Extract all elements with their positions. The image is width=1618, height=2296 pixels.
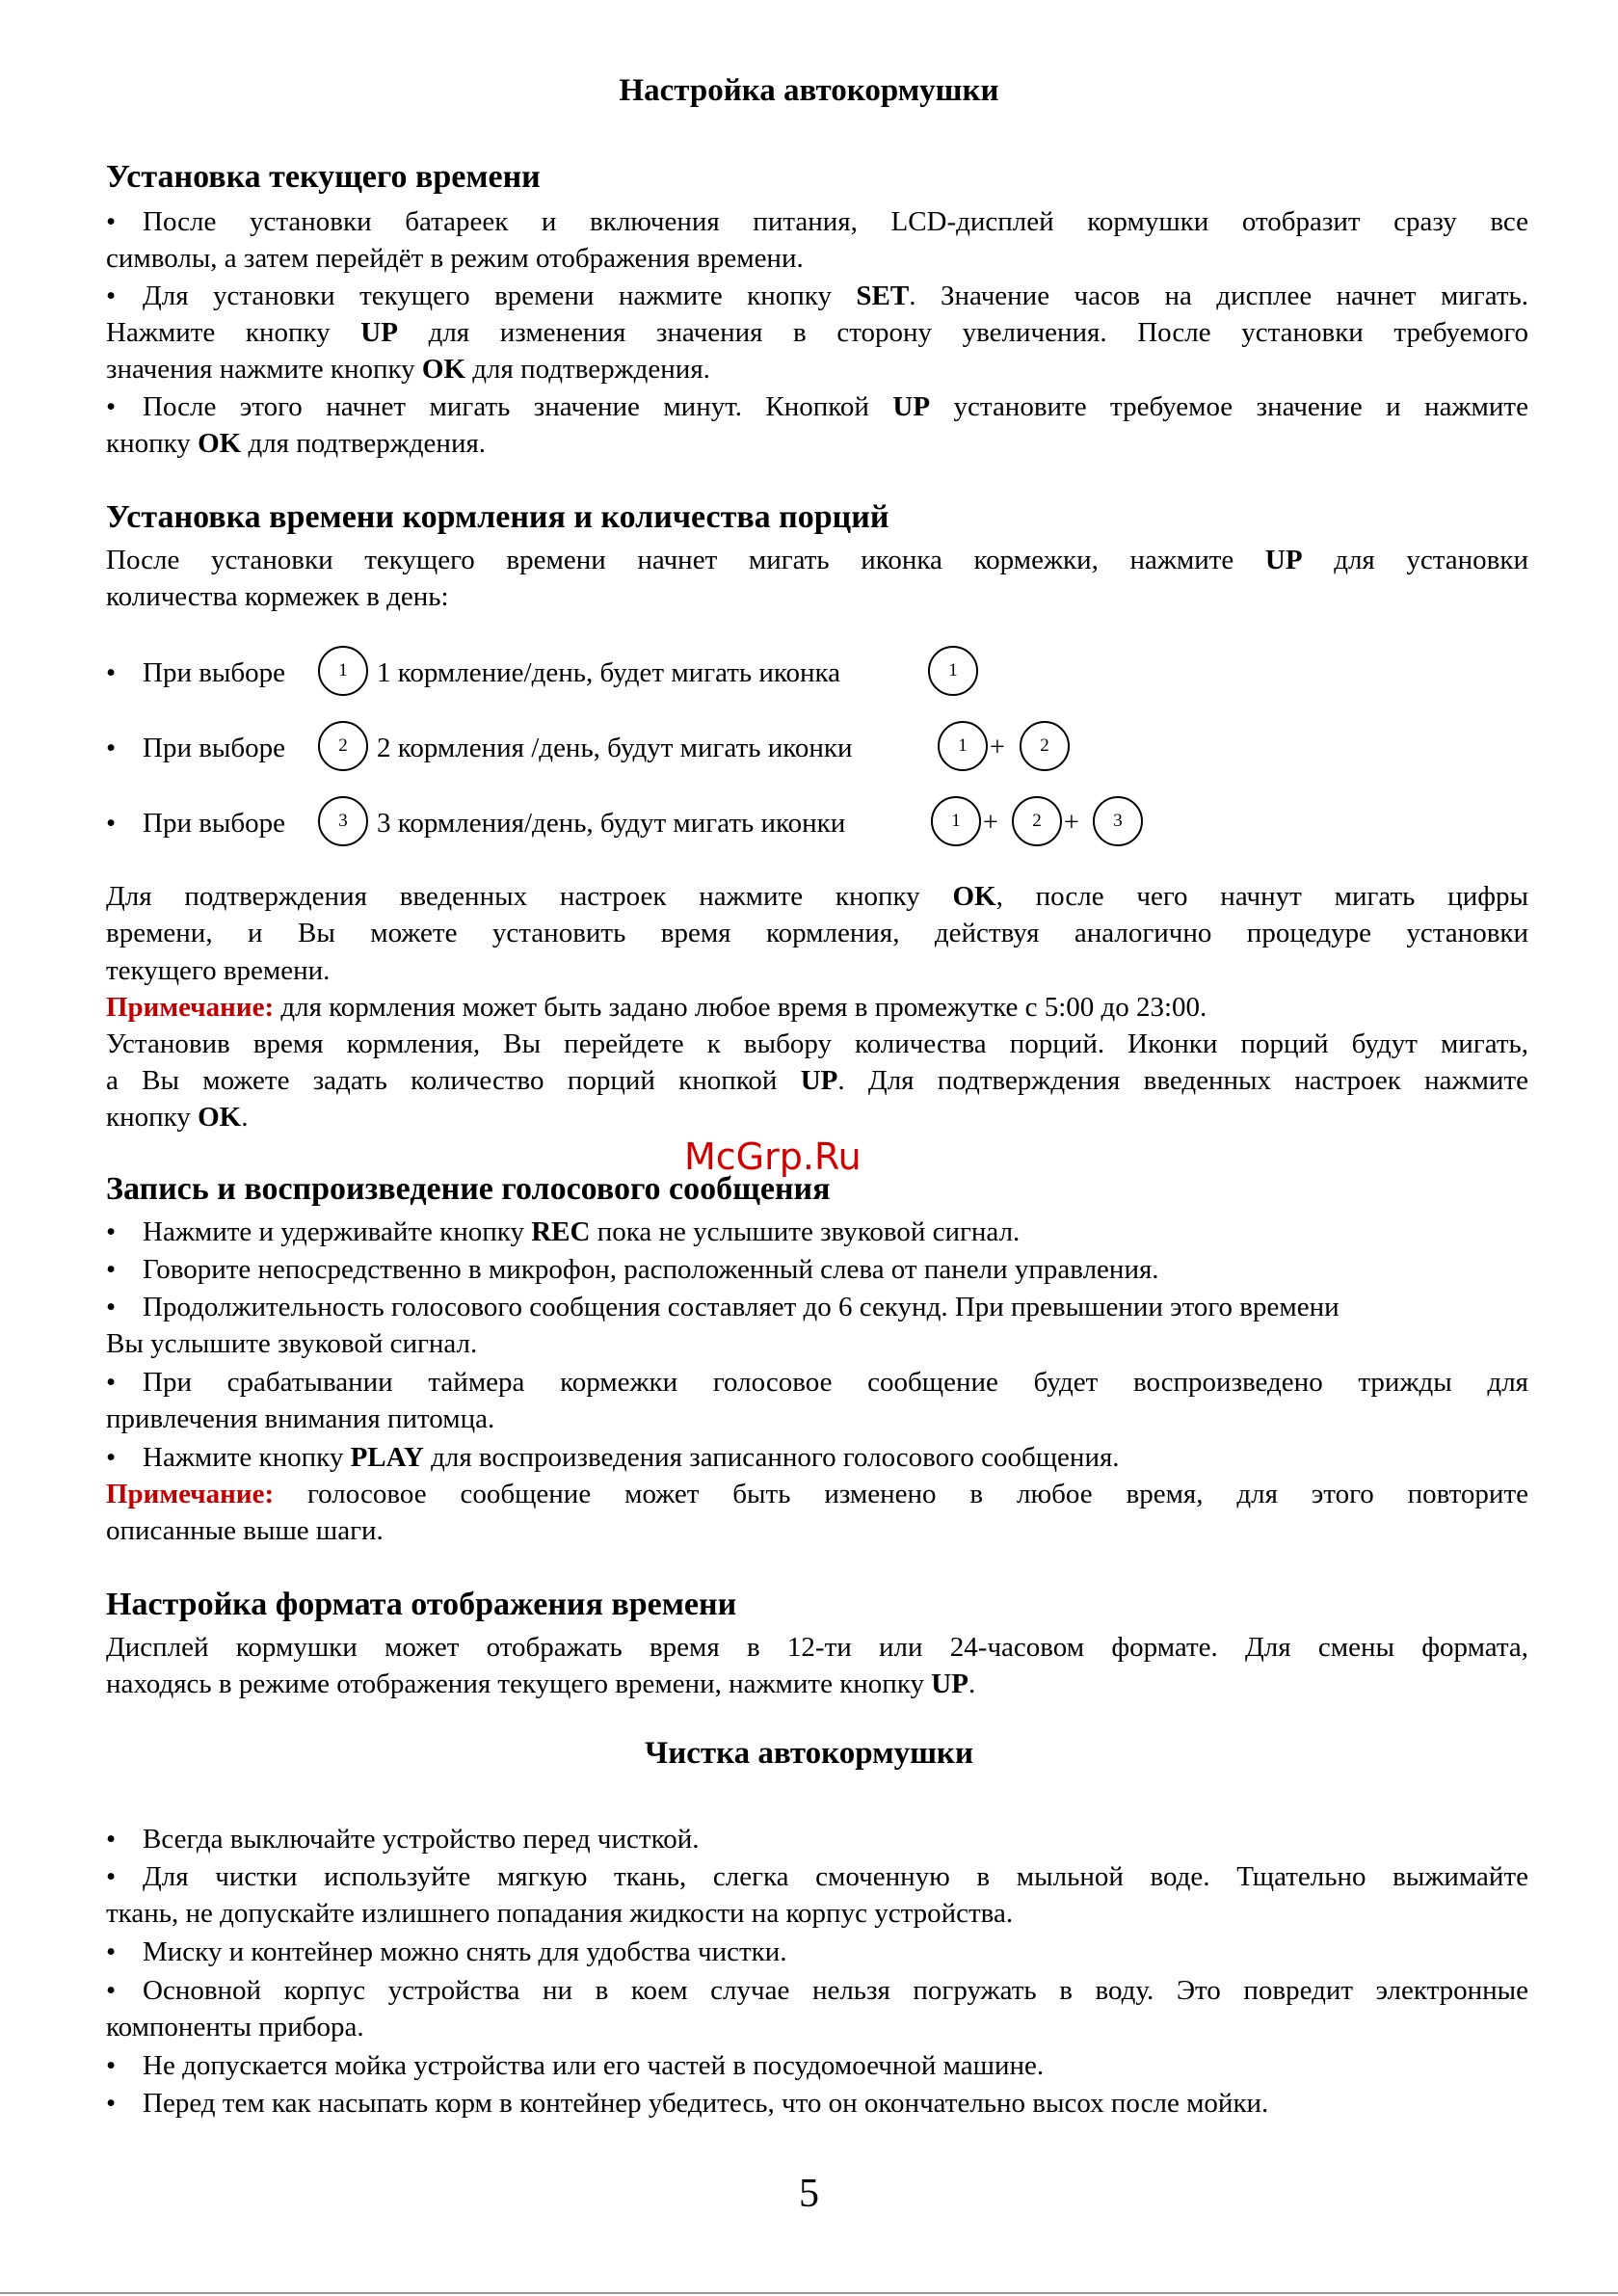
text-line: • Для чистки используйте мягкую ткань, слегка смоченную в мыльной воде. Тщательно выжимайте xyxy=(106,1861,1528,1892)
text-line: Вы услышите звуковой сигнал. xyxy=(106,1328,478,1359)
section-heading-cleaning: Чистка автокормушки xyxy=(645,1736,973,1771)
feeding-option-text: 3 кормления/день, будут мигать иконки xyxy=(377,808,846,839)
text-line: • Всегда выключайте устройство перед чисткой. xyxy=(106,1824,700,1855)
text-line: значения нажмите кнопку OK для подтверждения. xyxy=(106,354,710,385)
text-line: текущего времени. xyxy=(106,955,331,986)
text-line: • Продолжительность голосового сообщения составляет до 6 секунд. При превышении этого времени xyxy=(106,1292,1339,1322)
feeding-icon: 1 xyxy=(931,796,981,846)
feeding-count-icon: 1 xyxy=(318,646,368,696)
text-line: описанные выше шаги. xyxy=(106,1515,384,1546)
feeding-option-2: • При выборе xyxy=(106,733,286,763)
bottom-rule xyxy=(0,2292,1618,2294)
text-line: • При срабатывании таймера кормежки голосовое сообщение будет воспроизведено трижды для xyxy=(106,1367,1528,1398)
watermark: McGrp.Ru xyxy=(684,1135,862,1178)
text-line: После установки текущего времени начнет мигать иконка кормежки, нажмите UP для установки xyxy=(106,545,1528,575)
section-heading-time-format: Настройка формата отображения времени xyxy=(106,1587,737,1622)
text-line: • Говорите непосредственно в микрофон, расположенный слева от панели управления. xyxy=(106,1254,1159,1285)
text-line: находясь в режиме отображения текущего времени, нажмите кнопку UP. xyxy=(106,1669,976,1699)
feeding-option-text: 2 кормления /день, будут мигать иконки xyxy=(377,733,853,763)
text-line: Установив время кормления, Вы перейдете к выбору количества порций. Иконки порций будут мигать, xyxy=(106,1028,1528,1059)
feeding-icon: 1 xyxy=(928,646,978,696)
section-heading-current-time: Установка текущего времени xyxy=(106,159,541,195)
feeding-option-1: • При выборе xyxy=(106,657,286,688)
text-line: привлечения внимания питомца. xyxy=(106,1403,495,1434)
text-line: Для подтверждения введенных настроек нажмите кнопку OK, после чего начнут мигать цифры xyxy=(106,881,1528,912)
page-title: Настройка автокормушки xyxy=(619,73,999,108)
feeding-icon: 1 xyxy=(938,721,988,771)
text-line: • Нажмите и удерживайте кнопку REC пока не услышите звуковой сигнал. xyxy=(106,1216,1021,1247)
text-line: • Миску и контейнер можно снять для удобства чистки. xyxy=(106,1936,787,1967)
note: Примечание: голосовое сообщение может быть изменено в любое время, для этого повторите xyxy=(106,1479,1528,1509)
text-line: а Вы можете задать количество порций кнопкой UP. Для подтверждения введенных настроек нажмите xyxy=(106,1065,1528,1096)
feeding-icon: 3 xyxy=(1093,796,1143,846)
text-line: количества кормежек в день: xyxy=(106,581,449,612)
feeding-icon: 2 xyxy=(1020,721,1070,771)
text-line: Нажмите кнопку UP для изменения значения в сторону увеличения. После установки требуемого xyxy=(106,317,1528,348)
text-line: кнопку OK для подтверждения. xyxy=(106,428,487,459)
text-line: • После установки батареек и включения питания, LCD-дисплей кормушки отобразит сразу все xyxy=(106,206,1528,237)
text-line: • Нажмите кнопку PLAY для воспроизведения записанного голосового сообщения. xyxy=(106,1442,1120,1473)
text-line: кнопку OK. xyxy=(106,1102,249,1133)
feeding-count-icon: 2 xyxy=(318,721,368,771)
feeding-option-text: 1 кормление/день, будет мигать иконка xyxy=(377,657,841,688)
text-line: компоненты прибора. xyxy=(106,2012,364,2042)
text-line: • Для установки текущего времени нажмите кнопку SET. Значение часов на дисплее начнет мигать. xyxy=(106,280,1528,311)
text-line: • Перед тем как насыпать корм в контейнер убедитесь, что он окончательно высох после мойки. xyxy=(106,2088,1269,2119)
text-line: • После этого начнет мигать значение минут. Кнопкой UP установите требуемое значение и нажмите xyxy=(106,391,1528,422)
section-heading-voice-message: Запись и воспроизведение голосового сообщения xyxy=(106,1171,831,1207)
text-line: времени, и Вы можете установить время кормления, действуя аналогично процедуре установки xyxy=(106,918,1528,948)
feeding-count-icon: 3 xyxy=(318,796,368,846)
text-line: символы, а затем перейдёт в режим отображения времени. xyxy=(106,243,804,274)
text-line: ткань, не допускайте излишнего попадания жидкости на корпус устройства. xyxy=(106,1898,1014,1929)
plus-sign: + xyxy=(1064,808,1079,838)
feeding-icon: 2 xyxy=(1012,796,1062,846)
section-heading-feeding-time: Установка времени кормления и количества порций xyxy=(106,499,889,535)
page-number: 5 xyxy=(799,2172,819,2216)
text-line: • Основной корпус устройства ни в коем случае нельзя погружать в воду. Это повредит электронные xyxy=(106,1975,1528,2006)
text-line: • Не допускается мойка устройства или его частей в посудомоечной машине. xyxy=(106,2050,1045,2081)
plus-sign: + xyxy=(990,733,1005,762)
text-line: Дисплей кормушки может отображать время в 12-ти или 24-часовом формате. Для смены формата, xyxy=(106,1632,1528,1663)
note: Примечание: для кормления может быть задано любое время в промежутке с 5:00 до 23:00. xyxy=(106,992,1207,1023)
feeding-option-3: • При выборе xyxy=(106,808,286,839)
plus-sign: + xyxy=(983,808,998,838)
